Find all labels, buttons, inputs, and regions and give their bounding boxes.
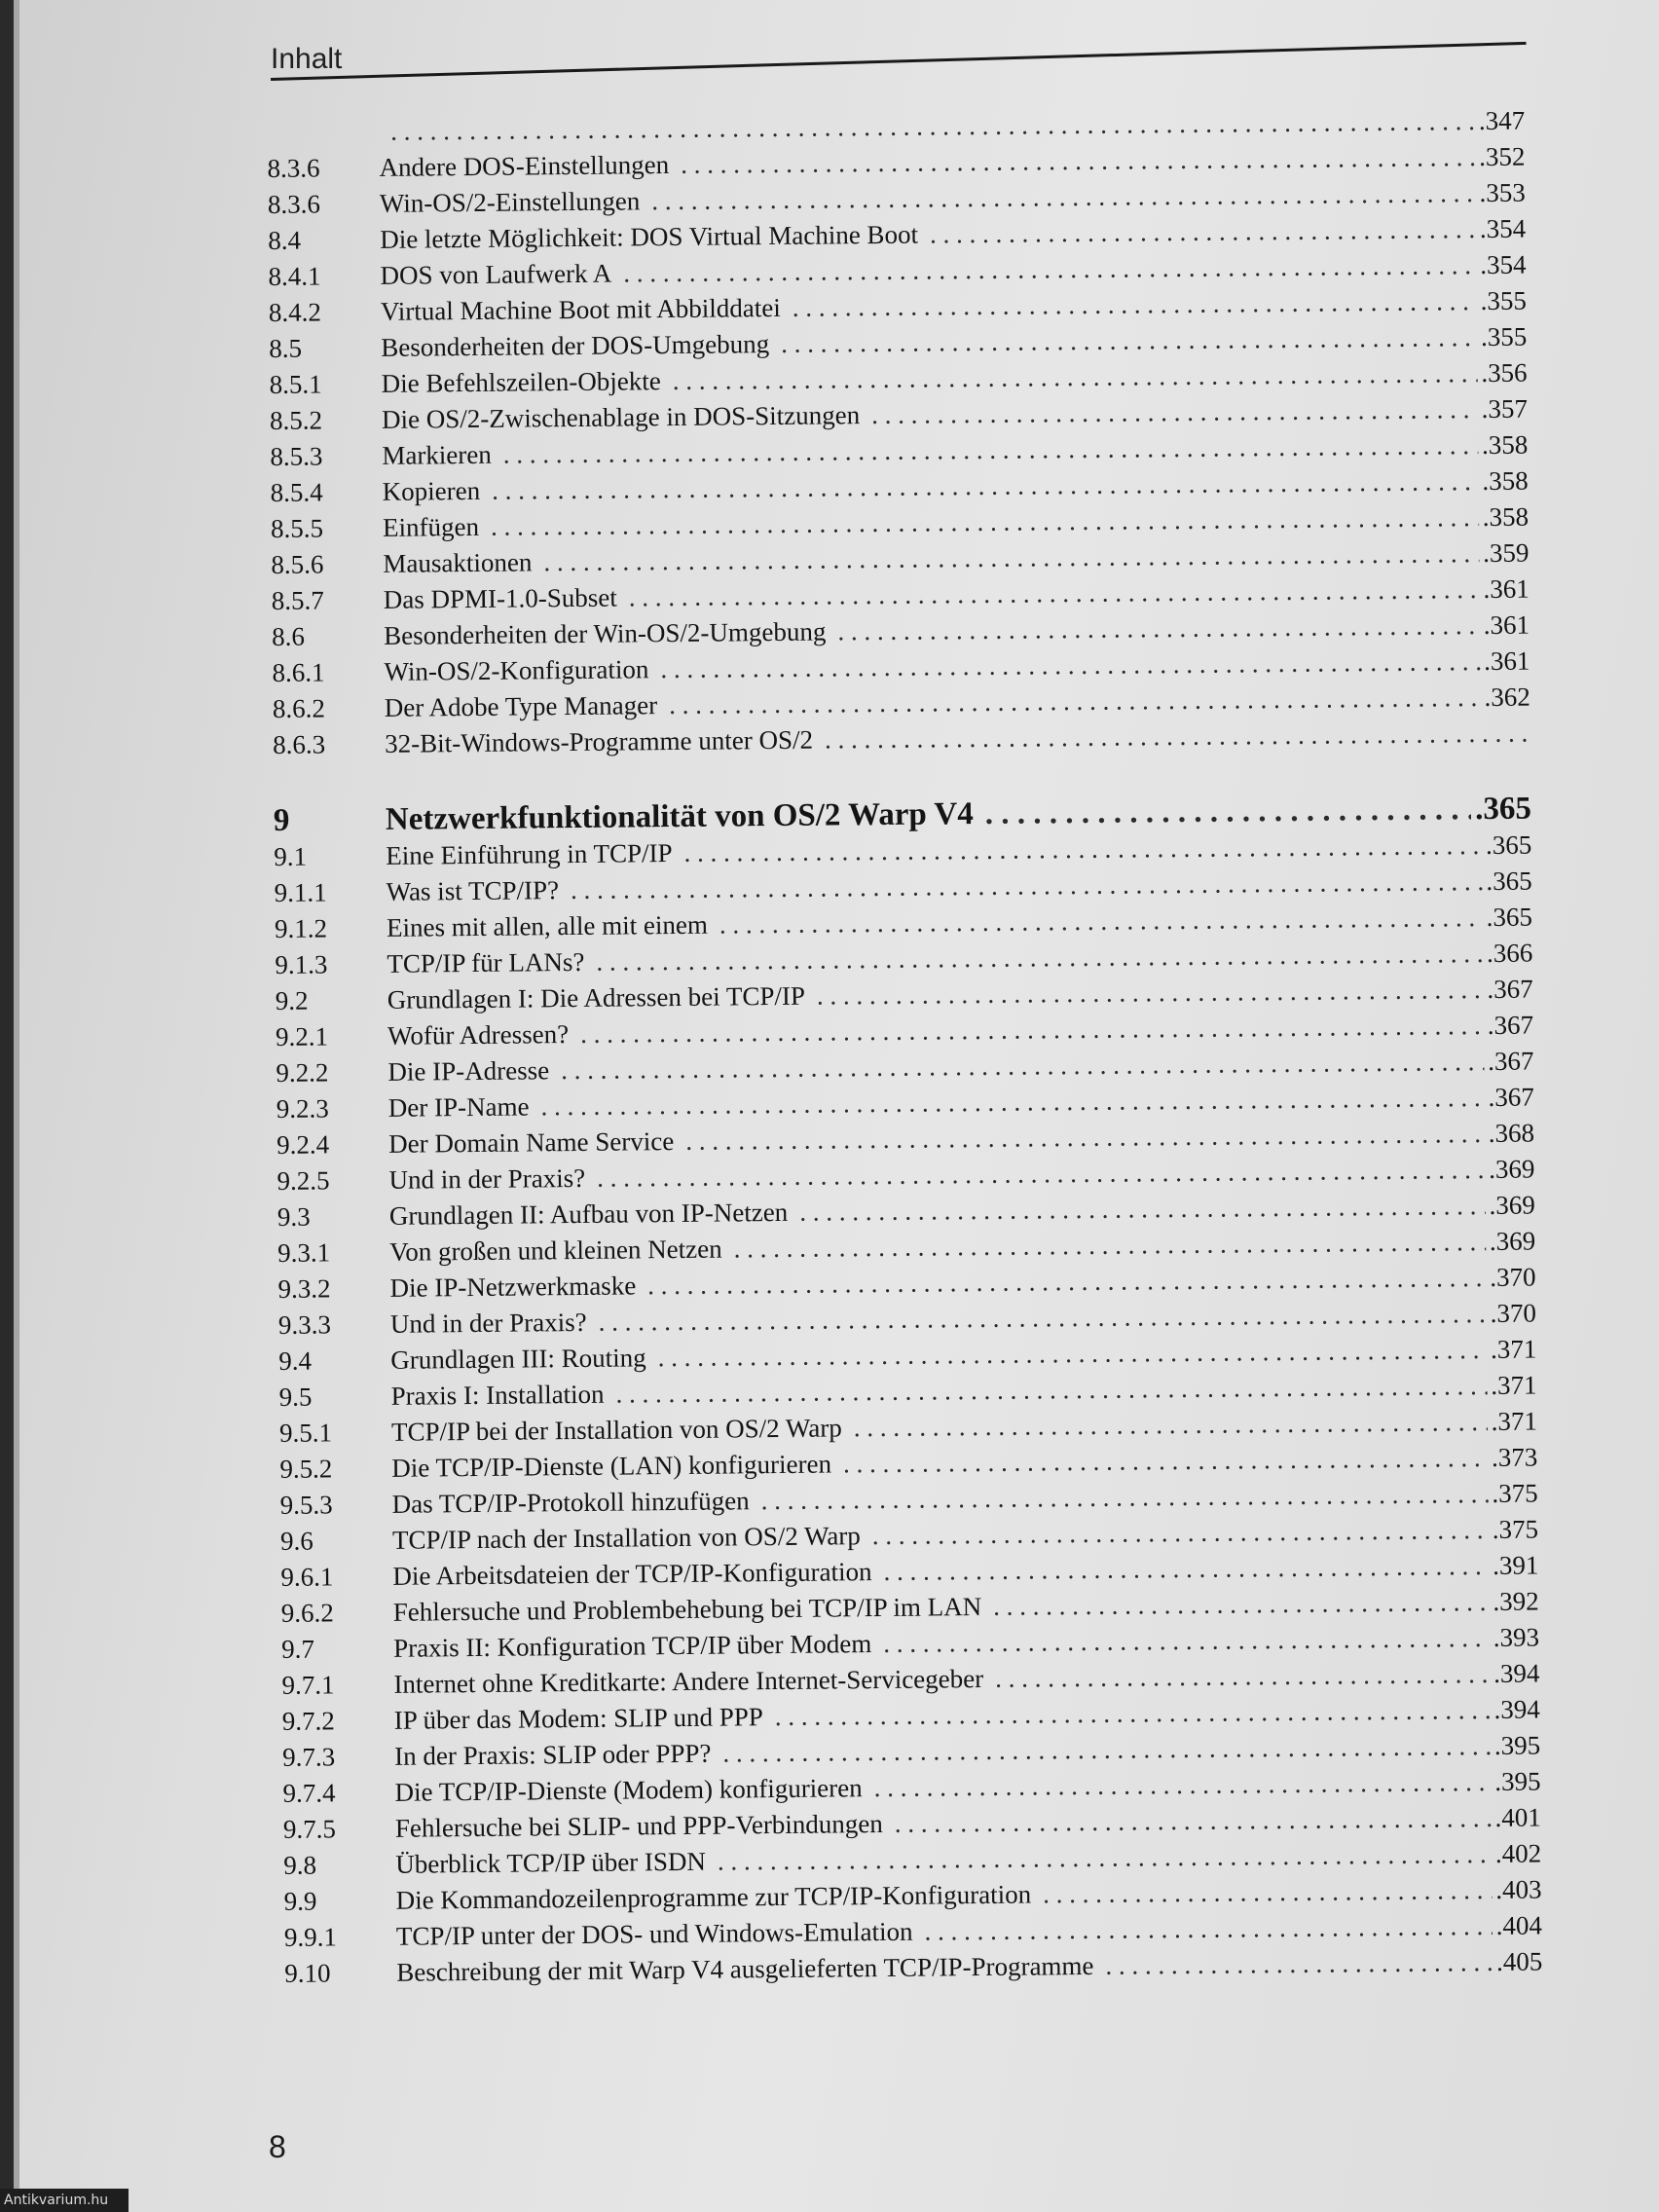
section-number: 8.5.6 xyxy=(271,549,324,579)
section-page: .365 xyxy=(1485,830,1532,861)
running-header: Inhalt xyxy=(271,43,343,75)
section-title: Internet ohne Kreditkarte: Andere Internet-Servicegeber xyxy=(393,1664,984,1699)
section-title: 32-Bit-Windows-Programme unter OS/2 xyxy=(385,724,814,758)
section-page: .375 xyxy=(1492,1514,1539,1544)
section-page: .352 xyxy=(1479,141,1526,172)
section-title: Die letzte Möglichkeit: DOS Virtual Machine Boot xyxy=(380,219,919,254)
section-number: 8.5.1 xyxy=(269,369,322,399)
section-page: .362 xyxy=(1484,682,1530,713)
section-number: 9.3.2 xyxy=(277,1273,331,1304)
section-title: Besonderheiten der DOS-Umgebung xyxy=(381,329,770,362)
section-number: 8.6.1 xyxy=(272,657,325,687)
section-number: 9.7.1 xyxy=(281,1670,335,1700)
section-number: 9.1.3 xyxy=(275,949,328,979)
section-page: .354 xyxy=(1479,213,1527,244)
section-page: .370 xyxy=(1490,1298,1537,1328)
section-number: 8.6.3 xyxy=(273,729,326,759)
section-page: .368 xyxy=(1488,1118,1535,1149)
section-number: 9.3.3 xyxy=(277,1309,332,1340)
section-page: .405 xyxy=(1495,1946,1543,1976)
section-title: Grundlagen III: Routing xyxy=(390,1343,646,1375)
section-page: .369 xyxy=(1489,1226,1536,1256)
section-number: 8.6 xyxy=(272,621,306,651)
dot-leader xyxy=(1043,1872,1492,1912)
section-title: Praxis I: Installation xyxy=(390,1379,605,1411)
section-number: 9.7.4 xyxy=(282,1778,336,1808)
section-title: Praxis II: Konfiguration TCP/IP über Modem xyxy=(392,1629,872,1663)
section-page: .365 xyxy=(1486,866,1532,897)
section-page: .401 xyxy=(1494,1802,1541,1832)
dot-leader xyxy=(895,1800,1492,1842)
section-number: 9.5.1 xyxy=(278,1418,333,1448)
book-spine xyxy=(0,0,14,2212)
section-page: .402 xyxy=(1494,1838,1542,1868)
section-number: 9.7.3 xyxy=(282,1742,336,1772)
section-title: Der Domain Name Service xyxy=(388,1126,675,1159)
dot-leader xyxy=(872,1512,1489,1554)
section-title: Markieren xyxy=(382,439,492,470)
section-number: 9.7.2 xyxy=(281,1706,335,1736)
section-title: TCP/IP unter der DOS- und Windows-Emulation xyxy=(395,1916,913,1951)
section-page: .394 xyxy=(1493,1694,1540,1724)
section-title: TCP/IP nach der Installation von OS/2 Warp xyxy=(391,1521,861,1555)
section-page: .367 xyxy=(1487,1046,1534,1077)
section-title: Von großen und kleinen Netzen xyxy=(389,1234,722,1267)
dot-leader xyxy=(825,716,1527,758)
dot-leader xyxy=(985,791,1472,832)
section-page: .392 xyxy=(1493,1586,1539,1616)
section-title: Eine Einführung in TCP/IP xyxy=(386,838,673,870)
section-page: .371 xyxy=(1491,1370,1537,1400)
section-number: 9.5.2 xyxy=(279,1454,333,1484)
section-title: Einfügen xyxy=(382,511,480,542)
section-title: Die Befehlszeilen-Objekte xyxy=(381,366,661,398)
section-title: Win-OS/2-Einstellungen xyxy=(379,186,641,218)
section-page: .395 xyxy=(1494,1766,1541,1796)
section-page: .371 xyxy=(1490,1334,1537,1364)
section-page: .373 xyxy=(1491,1442,1538,1472)
section-page: .366 xyxy=(1486,938,1533,969)
section-page: .358 xyxy=(1482,465,1529,497)
section-page: .391 xyxy=(1492,1550,1539,1580)
section-number: 8.4 xyxy=(268,225,302,255)
section-title: Fehlersuche bei SLIP- und PPP-Verbindungen xyxy=(394,1809,883,1843)
section-page: .365 xyxy=(1474,791,1532,828)
section-page: .354 xyxy=(1480,249,1527,280)
section-number: 9.9 xyxy=(283,1886,317,1916)
watermark: Antikvarium.hu xyxy=(0,2189,129,2212)
section-number: 9.3.1 xyxy=(277,1237,331,1268)
section-number: 8.6.2 xyxy=(272,693,325,723)
section-number: 9.1.2 xyxy=(274,913,328,943)
section-number: 8.4.1 xyxy=(268,261,321,291)
section-title: Besonderheiten der Win-OS/2-Umgebung xyxy=(383,616,827,650)
section-page: .358 xyxy=(1482,501,1530,533)
section-number: 9.1 xyxy=(274,841,308,871)
section-number: 9 xyxy=(273,802,290,838)
page-edge xyxy=(14,0,19,2212)
section-number: 9.2.2 xyxy=(276,1057,329,1088)
section-title: Eines mit allen, alle mit einem xyxy=(386,909,709,942)
section-title: Andere DOS-Einstellungen xyxy=(379,150,670,182)
section-number: 8.5.4 xyxy=(270,477,323,507)
section-title: Überblick TCP/IP über ISDN xyxy=(395,1846,707,1879)
section-title: Die TCP/IP-Dienste (LAN) konfigurieren xyxy=(391,1449,832,1483)
section-page: .370 xyxy=(1490,1262,1536,1292)
section-title: Die Kommandozeilenprogramme zur TCP/IP-Konfiguration xyxy=(395,1879,1032,1915)
section-page: .393 xyxy=(1493,1622,1540,1652)
section-page: .371 xyxy=(1491,1406,1538,1436)
section-title: TCP/IP für LANs? xyxy=(387,946,585,978)
section-number: 8.3.6 xyxy=(267,153,320,183)
section-number: 9.6.1 xyxy=(280,1562,334,1592)
section-title: Grundlagen II: Aufbau von IP-Netzen xyxy=(388,1197,789,1231)
dot-leader xyxy=(843,1440,1488,1482)
dot-leader xyxy=(883,1548,1489,1590)
section-title: Was ist TCP/IP? xyxy=(386,875,560,906)
dot-leader xyxy=(883,1620,1490,1662)
section-number: 9.6 xyxy=(279,1526,313,1556)
section-page: .361 xyxy=(1483,573,1530,605)
section-title: Und in der Praxis? xyxy=(388,1162,586,1195)
section-title: Beschreibung der mit Warp V4 ausgelieferten TCP/IP-Programme xyxy=(396,1950,1094,1987)
section-number: 9.2.5 xyxy=(276,1165,330,1196)
section-page: .361 xyxy=(1484,645,1530,677)
section-title: TCP/IP bei der Installation von OS/2 Warp xyxy=(390,1413,842,1447)
section-page: .365 xyxy=(1486,902,1533,933)
dot-leader xyxy=(1105,1944,1493,1984)
section-title: Kopieren xyxy=(382,475,481,506)
section-page: .403 xyxy=(1495,1874,1542,1904)
section-title: Das DPMI-1.0-Subset xyxy=(383,582,617,614)
section-number: 8.5.2 xyxy=(269,405,323,435)
section-page: .357 xyxy=(1481,393,1529,424)
section-page: .355 xyxy=(1480,285,1528,316)
section-number: 9.4 xyxy=(278,1346,313,1376)
section-number: 9.7.5 xyxy=(282,1814,337,1844)
section-page: .394 xyxy=(1493,1658,1540,1688)
section-number: 8.5.7 xyxy=(271,585,324,615)
dot-leader xyxy=(871,391,1478,433)
section-title: Die TCP/IP-Dienste (Modem) konfigurieren xyxy=(394,1773,863,1807)
section-number: 9.7 xyxy=(280,1634,315,1664)
section-number: 9.2.1 xyxy=(275,1021,329,1051)
dot-leader xyxy=(924,1908,1492,1950)
dot-leader xyxy=(995,1656,1490,1697)
section-number: 8.5.5 xyxy=(270,513,324,543)
section-title: In der Praxis: SLIP oder PPP? xyxy=(394,1738,712,1771)
section-number xyxy=(267,140,379,141)
section-page: .347 xyxy=(1478,105,1526,136)
section-title: Wofür Adressen? xyxy=(387,1019,570,1051)
header-rule xyxy=(271,42,1527,81)
section-title: Grundlagen I: Die Adressen bei TCP/IP xyxy=(387,980,806,1014)
section-title: Mausaktionen xyxy=(383,547,533,578)
section-number: 9.2.4 xyxy=(276,1129,330,1160)
section-title: Die Arbeitsdateien der TCP/IP-Konfiguration xyxy=(392,1557,872,1591)
section-page: .369 xyxy=(1489,1154,1535,1185)
section-title: Der IP-Name xyxy=(387,1091,530,1123)
section-page: .375 xyxy=(1492,1478,1538,1508)
section-page: .395 xyxy=(1493,1730,1541,1760)
section-title: IP über das Modem: SLIP und PPP xyxy=(393,1702,763,1735)
section-title: Win-OS/2-Konfiguration xyxy=(384,654,649,686)
section-title: Die IP-Adresse xyxy=(387,1055,550,1087)
section-page: .356 xyxy=(1481,357,1528,388)
section-title: DOS von Laufwerk A xyxy=(380,258,612,290)
section-title: Fehlersuche und Problembehebung bei TCP/IP im LAN xyxy=(392,1592,982,1627)
dot-leader xyxy=(930,211,1476,252)
section-number: 9.10 xyxy=(284,1958,331,1988)
section-page: .367 xyxy=(1487,974,1533,1005)
dot-leader xyxy=(874,1764,1492,1806)
section-title: Netzwerkfunktionalität von OS/2 Warp V4 xyxy=(385,796,974,837)
section-number: 8.3.6 xyxy=(267,189,321,219)
section-page: .369 xyxy=(1489,1190,1535,1220)
section-page: .367 xyxy=(1488,1082,1534,1113)
section-number: 9.3 xyxy=(276,1201,311,1232)
section-page: .404 xyxy=(1495,1910,1543,1940)
table-of-contents xyxy=(267,103,1542,1992)
section-title: Und in der Praxis? xyxy=(389,1307,587,1339)
section-number: 9.1.1 xyxy=(274,877,327,907)
section-page: .355 xyxy=(1480,321,1528,352)
section-page: .358 xyxy=(1481,429,1529,461)
section-title: Die OS/2-Zwischenablage in DOS-Sitzungen xyxy=(381,400,861,434)
section-page: .359 xyxy=(1482,537,1530,569)
section-number: 9.2 xyxy=(275,985,309,1015)
page-number: 8 xyxy=(269,2129,286,2164)
section-number: 9.5 xyxy=(278,1382,313,1412)
section-page: .353 xyxy=(1479,177,1526,208)
section-title: Der Adobe Type Manager xyxy=(384,690,658,722)
dot-leader xyxy=(837,608,1480,649)
section-title: Die IP-Netzwerkmaske xyxy=(389,1271,637,1303)
section-page: .361 xyxy=(1483,609,1530,641)
section-number: 8.5 xyxy=(269,333,303,363)
section-number: 9.5.3 xyxy=(279,1490,333,1520)
section-number: 9.2.3 xyxy=(276,1093,329,1124)
section-number: 9.9.1 xyxy=(283,1922,338,1952)
section-page: .367 xyxy=(1487,1010,1534,1041)
dot-leader xyxy=(854,1404,1488,1446)
section-number: 8.5.3 xyxy=(270,441,323,471)
section-number: 9.6.2 xyxy=(280,1598,334,1628)
section-title: Das TCP/IP-Protokoll hinzufügen xyxy=(391,1486,750,1519)
section-number: 8.4.2 xyxy=(268,297,322,327)
dot-leader xyxy=(993,1584,1490,1625)
section-title: Virtual Machine Boot mit Abbilddatei xyxy=(380,292,781,326)
section-number: 9.8 xyxy=(283,1850,317,1880)
